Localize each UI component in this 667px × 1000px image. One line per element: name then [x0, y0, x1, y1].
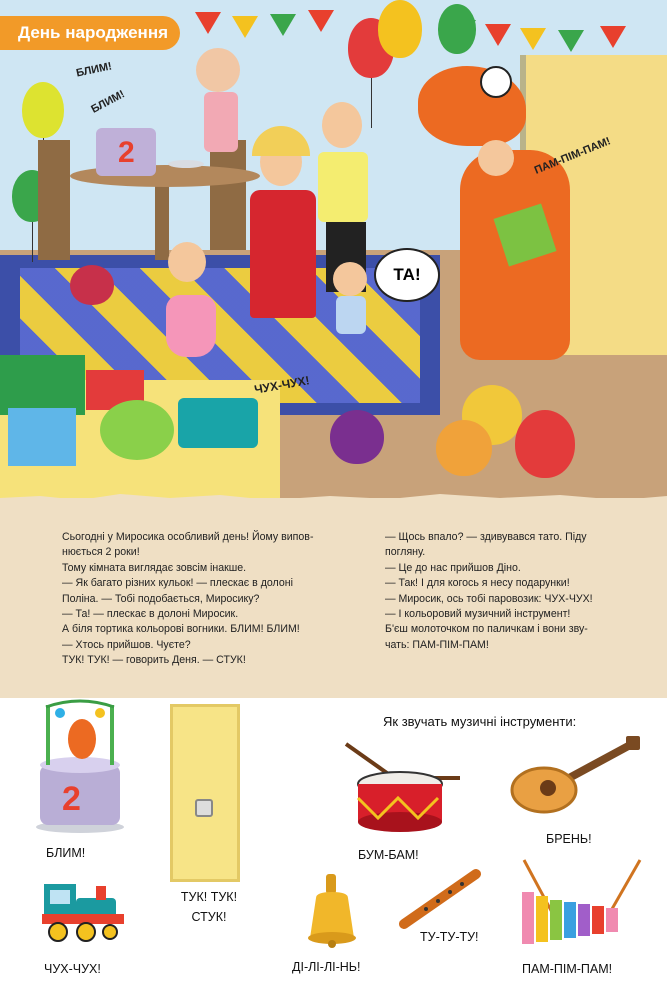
story-line: — І кольоровий музичний інструмент!	[385, 608, 571, 621]
story-line: Тому кімната виглядає зовсім інакше.	[62, 561, 247, 574]
guitar-icon	[506, 734, 644, 814]
door-caption-1: ТУК! ТУК!	[180, 890, 238, 904]
title-banner	[0, 16, 180, 50]
bell-caption: ДІ-ЛІ-ЛІ-НЬ!	[292, 960, 361, 974]
story-line: — Щось впало? — здивувався тато. Піду	[385, 531, 587, 543]
orange-balloon	[436, 420, 492, 476]
boy-head	[196, 48, 240, 92]
dad-head	[322, 102, 362, 148]
cake-number: 2	[118, 136, 135, 169]
boy-body	[204, 92, 238, 152]
guitar-caption: БРЕНЬ!	[546, 832, 592, 846]
girl-head	[168, 242, 206, 282]
cake	[96, 128, 156, 176]
cake-number: 2	[62, 780, 81, 818]
story-line: погляну.	[385, 546, 426, 559]
chair	[38, 140, 70, 260]
torn-edge-bottom	[0, 668, 667, 688]
story-line: Б'єш молоточком по паличкам і вони зву-	[385, 623, 588, 636]
speech-bubble	[374, 248, 440, 302]
bunting-flag	[600, 26, 626, 48]
train-caption: ЧУХ-ЧУХ!	[44, 962, 101, 976]
toy-train	[178, 398, 258, 448]
xylophone-caption: ПАМ-ПІМ-ПАМ!	[522, 962, 613, 976]
story-line: — Хтось прийшов. Чуєте?	[62, 638, 191, 651]
dad-shirt	[318, 152, 368, 222]
dino-eye	[480, 66, 512, 98]
story-line: Поліна. — Тобі подобається, Миросику?	[62, 592, 260, 605]
balloon-string	[32, 222, 33, 262]
story-line: Сьогодні у Миросика особливий день! Йому випов-	[62, 531, 314, 543]
bunting-flag	[232, 16, 258, 38]
bunting-flag	[308, 10, 334, 32]
story-line: — Так! І для когось я несу подарунки!	[385, 577, 570, 590]
bunting-flag	[520, 28, 546, 50]
mom-hair	[252, 126, 310, 156]
page-title: День народження	[18, 23, 169, 42]
story-line: чать: ПАМ-ПІМ-ПАМ!	[385, 638, 489, 651]
story-line: нюється 2 роки!	[62, 546, 140, 559]
story-line: — Та! — плескає в долоні Миросик.	[62, 608, 239, 621]
door-icon	[170, 704, 240, 882]
bunting-flag	[270, 14, 296, 36]
speech-bubble-text: ТА!	[393, 265, 421, 284]
girl-dress	[166, 295, 216, 357]
chair	[210, 140, 246, 250]
child-face	[478, 140, 514, 176]
sfx-blim: БЛИМ!	[75, 60, 113, 80]
train-icon	[40, 878, 130, 944]
bunting-flag	[558, 30, 584, 52]
bell-icon	[302, 872, 362, 952]
gift-blue	[8, 408, 76, 466]
story-line: — Миросик, ось тобі паровозик: ЧУХ-ЧУХ!	[385, 592, 593, 605]
story-right-column	[385, 530, 593, 653]
yellow-balloon	[22, 82, 64, 138]
story-line: — Як багато різних кульок! — плескає в долоні	[62, 577, 293, 590]
table-leg	[155, 180, 169, 260]
door-caption-2: СТУК!	[191, 910, 227, 924]
toddler-body	[336, 296, 366, 334]
sfx-pam: ПАМ-ПІМ-ПАМ!	[532, 135, 613, 177]
story-left-column	[62, 530, 313, 669]
toddler-head	[333, 262, 367, 296]
drum-caption: БУМ-БАМ!	[358, 848, 419, 862]
yellow-balloon	[378, 0, 422, 58]
sfx-blim: БЛИМ!	[89, 88, 127, 116]
door-knob	[195, 799, 213, 817]
flute-caption: ТУ-ТУ-ТУ!	[420, 930, 479, 944]
purple-balloon	[330, 410, 384, 464]
sfx-chukh: ЧУХ-ЧУХ!	[253, 373, 311, 397]
balloon-string	[371, 78, 372, 128]
green-monster-toy	[100, 400, 174, 460]
bunting-flag	[485, 24, 511, 46]
cake-caption: БЛИМ!	[46, 846, 86, 860]
pink-balloon	[70, 265, 114, 305]
flute-icon	[396, 866, 488, 932]
plates	[168, 160, 204, 168]
red-balloon	[515, 410, 575, 478]
instruments-heading: Як звучать музичні інструменти:	[383, 714, 577, 729]
story-line: А біля тортика кольорові вогники. БЛИМ! БЛИМ!	[62, 623, 300, 636]
story-line: — Це до нас прийшов Діно.	[385, 561, 521, 574]
xylophone-icon	[514, 856, 644, 952]
mom-dress	[250, 190, 316, 318]
green-balloon	[438, 4, 476, 54]
story-line: ТУК! ТУК! — говорить Деня. — СТУК!	[62, 654, 246, 667]
bunting-flag	[195, 12, 221, 34]
drum-icon	[340, 738, 464, 834]
gift-green	[0, 355, 85, 415]
